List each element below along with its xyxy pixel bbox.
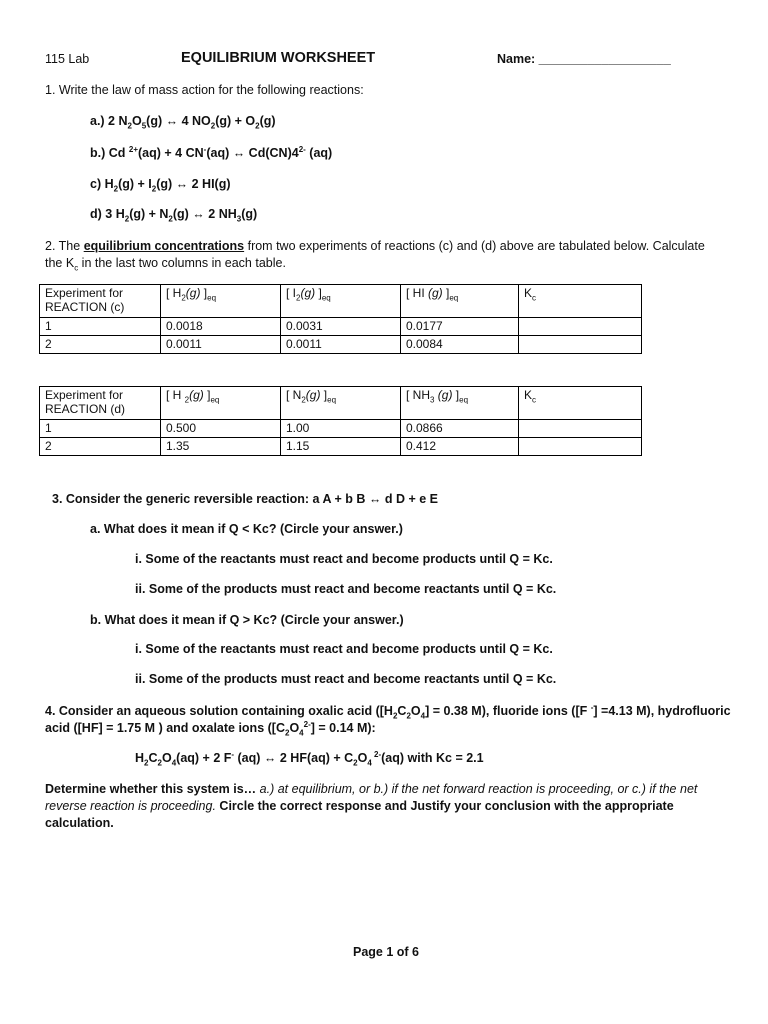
header-n2: [ $N_2(g)$ ]$_{eq}$: [281, 387, 401, 420]
header-kc: $K_c$: [519, 387, 642, 420]
worksheet-title: EQUILIBRIUM WORKSHEET: [181, 50, 376, 66]
cell-kc-answer[interactable]: [519, 336, 642, 354]
cell-n2: 1.15: [281, 438, 401, 456]
cell-kc-answer[interactable]: [519, 318, 642, 336]
cell-n2: 1.00: [281, 420, 401, 438]
cell-kc-answer[interactable]: [519, 420, 642, 438]
cell-kc-answer[interactable]: [519, 438, 642, 456]
table-row: [40, 420, 642, 438]
q1-prompt: 1. Write the law of mass action for the following reactions:: [45, 83, 364, 97]
cell-i2: 0.0031: [281, 318, 401, 336]
reaction-a: a.) 2 $N_2O_5(g)$ ↔ 4 $NO_2(g) + O_2(g)$: [90, 114, 276, 131]
q3a-option-ii[interactable]: ii. Some of the products must react and become reactants until Q = Kc.: [135, 582, 557, 596]
cell-h2: 1.35: [161, 438, 281, 456]
q4-prompt: 4. Consider an aqueous solution containing oxalic acid ($[H_2C_2O_4] = 0.38$ M), fluoride ions ([F -] =4.13 M), hydrofluoric acid ([HF] = 1.75 M ) and oxalate ions ($[C_2O_4^{2-}] = 0.14$ M):: [45, 702, 731, 738]
header-h2: [ H $_2$(g) ]$_{eq}$: [161, 387, 281, 420]
reaction-c: c) $H_2(g) + I_2(g)$ ↔ 2 HI(g): [90, 177, 231, 194]
cell-nh3: 0.0866: [401, 420, 519, 438]
header-nh3: [ $NH_3$ (g) ]$_{eq}$: [401, 387, 519, 420]
cell-h2: 0.500: [161, 420, 281, 438]
q4-instructions: Determine whether this system is… a.) at equilibrium, or b.) if the net forward reaction is proceeding, or c.) if the net reverse reaction is proceeding. Circle the correct response and Justify your conclusion with the appropriate calculation.: [45, 782, 698, 830]
header-experiment: Experiment for REACTION (c): [40, 285, 161, 318]
table-row: [40, 438, 642, 456]
header-h2: [ $H_2(g)$ ]$_{eq}$: [161, 285, 281, 318]
course-label: 115 Lab: [45, 52, 90, 66]
table-reaction-c: [39, 284, 642, 354]
header-i2: [ $I_2(g)$ ]$_{eq}$: [281, 285, 401, 318]
q4-equation: $H_2C_2O_4(aq) + 2$ F- (aq) ↔ 2 $HF(aq) + C_2O_4$ $^{2-}$(aq) with Kc = 2.1: [135, 749, 484, 768]
q3b-option-ii[interactable]: ii. Some of the products must react and become reactants until Q = Kc.: [135, 672, 557, 686]
page-number: Page 1 of 6: [353, 945, 419, 959]
cell-experiment: 2: [40, 438, 161, 456]
cell-hi: 0.0177: [401, 318, 519, 336]
q2-prompt: 2. The equilibrium concentrations from two experiments of reactions (c) and (d) above are tabulated below. Calculate the $K_c$ in the last two columns in each table.: [45, 239, 705, 273]
q3a-question: a. What does it mean if Q < Kc? (Circle your answer.): [90, 522, 403, 536]
cell-i2: 0.0011: [281, 336, 401, 354]
table-header-row: [40, 387, 642, 420]
q3b-question: b. What does it mean if Q > Kc? (Circle your answer.): [90, 613, 404, 627]
header-experiment: Experiment for REACTION (d): [40, 387, 161, 420]
name-field-label: Name: ___________________: [497, 52, 671, 66]
cell-nh3: 0.412: [401, 438, 519, 456]
reaction-d: d) 3 $H_2(g) + N_2(g)$ ↔ 2 $NH_3(g)$: [90, 207, 258, 224]
reaction-b: b.) Cd $^{2+}$(aq) + 4 CN-(aq) ↔ $Cd(CN)4^{2-}$ (aq): [90, 144, 333, 160]
header-kc: $K_c$: [519, 285, 642, 318]
cell-h2: 0.0018: [161, 318, 281, 336]
header-hi: [ HI (g) ]$_{eq}$: [401, 285, 519, 318]
table-row: [40, 336, 642, 354]
cell-h2: 0.0011: [161, 336, 281, 354]
table-row: [40, 318, 642, 336]
cell-experiment: 1: [40, 318, 161, 336]
cell-experiment: 1: [40, 420, 161, 438]
q3a-option-i[interactable]: i. Some of the reactants must react and become products until Q = Kc.: [135, 552, 553, 566]
cell-experiment: 2: [40, 336, 161, 354]
q3b-option-i[interactable]: i. Some of the reactants must react and become products until Q = Kc.: [135, 642, 553, 656]
q3-prompt: 3. Consider the generic reversible reaction: a A + b B ↔ d D + e E: [52, 492, 439, 506]
cell-hi: 0.0084: [401, 336, 519, 354]
table-header-row: [40, 285, 642, 318]
table-reaction-d: [39, 386, 642, 456]
